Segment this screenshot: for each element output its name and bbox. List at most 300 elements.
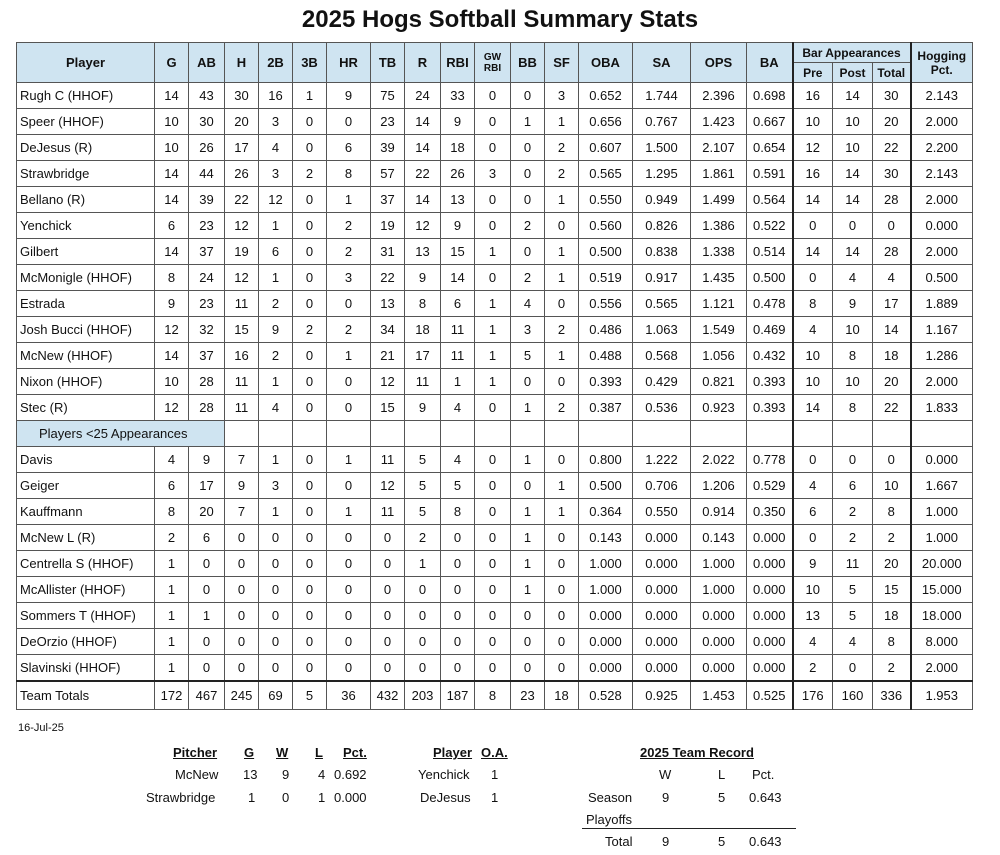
cell-bar-total: 2: [873, 655, 911, 682]
cell-player-name: Speer (HHOF): [17, 109, 155, 135]
cell-g: 12: [155, 317, 189, 343]
table-row: [17, 135, 973, 161]
cell-bar-pre: 0: [793, 265, 833, 291]
cell-gwrbi: 0: [475, 525, 511, 551]
cell-bb: 2: [511, 213, 545, 239]
cell-rbi: 8: [441, 499, 475, 525]
cell-rbi: 9: [441, 109, 475, 135]
pitcher-pct: 0.692: [334, 767, 367, 782]
cell-sa: 0.550: [633, 499, 691, 525]
pitcher-l-header: L: [315, 745, 323, 760]
cell-sa: 0.000: [633, 525, 691, 551]
cell-bar-pre: 14: [793, 395, 833, 421]
cell-h: 0: [225, 629, 259, 655]
cell-hogging-pct: 1.286: [911, 343, 973, 369]
cell-sf: 0: [545, 447, 579, 473]
cell-g: 14: [155, 187, 189, 213]
cell-bar-total: 17: [873, 291, 911, 317]
cell-bar-post: 10: [833, 369, 873, 395]
cell-gwrbi: 0: [475, 629, 511, 655]
cell-h: 12: [225, 265, 259, 291]
cell-sf: 0: [545, 213, 579, 239]
cell-rbi: 5: [441, 473, 475, 499]
cell-hr: 0: [327, 369, 371, 395]
cell-bar-total: 18: [873, 343, 911, 369]
pitcher-l: 4: [318, 767, 326, 782]
cell-sa: 0.706: [633, 473, 691, 499]
cell-g: 14: [155, 83, 189, 109]
cell-player-name: Kauffmann: [17, 499, 155, 525]
cell-ops: 1.549: [691, 317, 747, 343]
cell-bb: 1: [511, 447, 545, 473]
record-total-pct: 0.643: [749, 834, 782, 849]
cell-hogging-pct: 2.000: [911, 187, 973, 213]
cell-ab: 32: [189, 317, 225, 343]
cell-hr: 36: [327, 681, 371, 710]
cell-ab: 23: [189, 291, 225, 317]
cell-ops: 2.107: [691, 135, 747, 161]
cell-ab: 0: [189, 629, 225, 655]
cell-tb: 12: [371, 369, 405, 395]
record-season-pct: 0.643: [749, 790, 782, 805]
cell-hr: 1: [327, 499, 371, 525]
cell-rbi: 0: [441, 577, 475, 603]
player-rows: [17, 83, 973, 421]
cell-hr: 0: [327, 655, 371, 682]
cell-2b: 4: [259, 135, 293, 161]
cell-bar-pre: 10: [793, 369, 833, 395]
cell-oba: 0.656: [579, 109, 633, 135]
cell-3b: 0: [293, 135, 327, 161]
cell-player-name: Sommers T (HHOF): [17, 603, 155, 629]
cell-bar-pre: 10: [793, 577, 833, 603]
cell-oba: 0.565: [579, 161, 633, 187]
cell-2b: 12: [259, 187, 293, 213]
cell-ba: 0.350: [747, 499, 793, 525]
cell-tb: 39: [371, 135, 405, 161]
col-g: G: [155, 43, 189, 83]
cell-player-name: McAllister (HHOF): [17, 577, 155, 603]
cell-r: 5: [405, 447, 441, 473]
cell-ops: 1.499: [691, 187, 747, 213]
cell-tb: 34: [371, 317, 405, 343]
cell-bar-pre: 4: [793, 473, 833, 499]
cell-sf: 0: [545, 291, 579, 317]
cell-r: 0: [405, 629, 441, 655]
cell-bb: 0: [511, 473, 545, 499]
col-total: Total: [873, 63, 911, 83]
cell-2b: 2: [259, 291, 293, 317]
table-row: [17, 187, 973, 213]
oa-value: 1: [491, 767, 499, 782]
record-w-header: W: [659, 767, 672, 782]
cell-ba: 0.469: [747, 317, 793, 343]
cell-3b: 0: [293, 603, 327, 629]
cell-bar-total: 20: [873, 109, 911, 135]
cell-player-name: Estrada: [17, 291, 155, 317]
cell-r: 5: [405, 499, 441, 525]
col-sa: SA: [633, 43, 691, 83]
cell-sf: 0: [545, 577, 579, 603]
cell-tb: 0: [371, 577, 405, 603]
cell-bb: 1: [511, 525, 545, 551]
cell-g: 1: [155, 603, 189, 629]
cell-oba: 0.000: [579, 655, 633, 682]
cell-r: 13: [405, 239, 441, 265]
cell-h: 7: [225, 447, 259, 473]
cell-ba: 0.393: [747, 395, 793, 421]
col-2b: 2B: [259, 43, 293, 83]
cell-hr: 6: [327, 135, 371, 161]
oa-player: Yenchick: [418, 767, 470, 782]
cell-gwrbi: 1: [475, 239, 511, 265]
cell-gwrbi: 0: [475, 213, 511, 239]
cell-ab: 37: [189, 343, 225, 369]
cell-ba: 0.000: [747, 577, 793, 603]
col-oba: OBA: [579, 43, 633, 83]
col-player: Player: [17, 43, 155, 83]
cell-oba: 0.500: [579, 239, 633, 265]
cell-bar-total: 10: [873, 473, 911, 499]
cell-sf: 1: [545, 343, 579, 369]
cell-bar-total: 2: [873, 525, 911, 551]
cell-g: 6: [155, 213, 189, 239]
cell-bar-post: 14: [833, 187, 873, 213]
cell-gwrbi: 0: [475, 187, 511, 213]
cell-tb: 19: [371, 213, 405, 239]
cell-bar-pre: 8: [793, 291, 833, 317]
cell-ab: 44: [189, 161, 225, 187]
cell-rbi: 1: [441, 369, 475, 395]
cell-oba: 0.393: [579, 369, 633, 395]
cell-hogging-pct: 1.000: [911, 499, 973, 525]
cell-oba: 0.000: [579, 629, 633, 655]
cell-ba: 0.525: [747, 681, 793, 710]
cell-bar-pre: 10: [793, 343, 833, 369]
cell-rbi: 187: [441, 681, 475, 710]
cell-bar-total: 20: [873, 551, 911, 577]
cell-gwrbi: 1: [475, 291, 511, 317]
cell-2b: 4: [259, 395, 293, 421]
cell-hogging-pct: 2.000: [911, 109, 973, 135]
pitcher-g: 13: [243, 767, 258, 782]
cell-bar-total: 4: [873, 265, 911, 291]
cell-sa: 0.000: [633, 603, 691, 629]
record-total-w: 9: [662, 834, 670, 849]
cell-sf: 0: [545, 525, 579, 551]
cell-2b: 9: [259, 317, 293, 343]
cell-g: 9: [155, 291, 189, 317]
cell-ops: 1.000: [691, 551, 747, 577]
cell-r: 0: [405, 577, 441, 603]
cell-2b: 3: [259, 473, 293, 499]
cell-hogging-pct: 2.000: [911, 239, 973, 265]
cell-r: 2: [405, 525, 441, 551]
cell-2b: 0: [259, 525, 293, 551]
cell-g: 1: [155, 577, 189, 603]
cell-bar-total: 28: [873, 187, 911, 213]
cell-rbi: 26: [441, 161, 475, 187]
cell-sa: 1.744: [633, 83, 691, 109]
cell-ba: 0.778: [747, 447, 793, 473]
cell-player-name: Geiger: [17, 473, 155, 499]
cell-sf: 3: [545, 83, 579, 109]
col-gwrbi-line2: RBI: [483, 62, 502, 74]
cell-ab: 6: [189, 525, 225, 551]
col-post: Post: [833, 63, 873, 83]
cell-3b: 0: [293, 239, 327, 265]
stats-header: [17, 43, 973, 83]
cell-ab: 39: [189, 187, 225, 213]
cell-r: 5: [405, 473, 441, 499]
cell-h: 30: [225, 83, 259, 109]
cell-3b: 0: [293, 499, 327, 525]
cell-tb: 11: [371, 447, 405, 473]
cell-bar-total: 14: [873, 317, 911, 343]
cell-hogging-pct: 1.953: [911, 681, 973, 710]
cell-r: 14: [405, 187, 441, 213]
cell-tb: 432: [371, 681, 405, 710]
oa-player-header: Player: [433, 745, 473, 760]
cell-tb: 22: [371, 265, 405, 291]
cell-bar-post: 4: [833, 629, 873, 655]
cell-h: 0: [225, 525, 259, 551]
table-row: [17, 343, 973, 369]
cell-r: 8: [405, 291, 441, 317]
cell-bb: 0: [511, 187, 545, 213]
col-ab: AB: [189, 43, 225, 83]
cell-sa: 0.000: [633, 551, 691, 577]
cell-tb: 75: [371, 83, 405, 109]
pitcher-w: 0: [282, 790, 290, 805]
cell-tb: 0: [371, 603, 405, 629]
cell-ops: 0.914: [691, 499, 747, 525]
cell-h: 22: [225, 187, 259, 213]
cell-2b: 1: [259, 369, 293, 395]
cell-bar-pre: 0: [793, 213, 833, 239]
cell-bar-pre: 0: [793, 447, 833, 473]
cell-hr: 2: [327, 317, 371, 343]
pitcher-w: 9: [282, 767, 290, 782]
cell-rbi: 13: [441, 187, 475, 213]
cell-bb: 0: [511, 83, 545, 109]
cell-2b: 1: [259, 499, 293, 525]
cell-hr: 0: [327, 525, 371, 551]
cell-oba: 0.364: [579, 499, 633, 525]
cell-oba: 0.800: [579, 447, 633, 473]
cell-oba: 0.519: [579, 265, 633, 291]
cell-hogging-pct: 1.667: [911, 473, 973, 499]
cell-r: 17: [405, 343, 441, 369]
report-date: 16-Jul-25: [18, 722, 64, 734]
cell-r: 11: [405, 369, 441, 395]
cell-tb: 13: [371, 291, 405, 317]
cell-ab: 28: [189, 395, 225, 421]
cell-ab: 26: [189, 135, 225, 161]
record-divider: [582, 828, 796, 829]
cell-3b: 0: [293, 577, 327, 603]
cell-player-name: Centrella S (HHOF): [17, 551, 155, 577]
cell-bar-pre: 2: [793, 655, 833, 682]
cell-3b: 0: [293, 187, 327, 213]
record-l-header: L: [718, 767, 726, 782]
cell-ops: 0.000: [691, 603, 747, 629]
cell-sf: 1: [545, 499, 579, 525]
cell-gwrbi: 0: [475, 265, 511, 291]
cell-tb: 23: [371, 109, 405, 135]
col-r: R: [405, 43, 441, 83]
cell-sa: 0.565: [633, 291, 691, 317]
cell-bb: 5: [511, 343, 545, 369]
totals-row: [17, 681, 973, 710]
cell-3b: 5: [293, 681, 327, 710]
cell-h: 26: [225, 161, 259, 187]
cell-sa: 0.000: [633, 629, 691, 655]
cell-g: 14: [155, 239, 189, 265]
cell-3b: 0: [293, 213, 327, 239]
pitcher-pct: 0.000: [334, 790, 367, 805]
cell-ops: 1.423: [691, 109, 747, 135]
cell-r: 9: [405, 395, 441, 421]
cell-sf: 2: [545, 135, 579, 161]
cell-h: 0: [225, 577, 259, 603]
cell-oba: 0.607: [579, 135, 633, 161]
col-pre: Pre: [793, 63, 833, 83]
cell-player-name: DeOrzio (HHOF): [17, 629, 155, 655]
cell-hr: 0: [327, 629, 371, 655]
cell-bb: 3: [511, 317, 545, 343]
cell-ba: 0.698: [747, 83, 793, 109]
cell-player-name: Yenchick: [17, 213, 155, 239]
cell-r: 14: [405, 109, 441, 135]
cell-ab: 0: [189, 551, 225, 577]
col-bar-appearances: Bar Appearances: [793, 43, 911, 63]
cell-g: 14: [155, 343, 189, 369]
cell-ba: 0.500: [747, 265, 793, 291]
cell-hr: 3: [327, 265, 371, 291]
cell-bar-post: 8: [833, 343, 873, 369]
cell-rbi: 0: [441, 551, 475, 577]
cell-sa: 1.295: [633, 161, 691, 187]
cell-player-name: Stec (R): [17, 395, 155, 421]
cell-oba: 1.000: [579, 577, 633, 603]
cell-hr: 1: [327, 447, 371, 473]
cell-3b: 0: [293, 265, 327, 291]
cell-player-name: Gilbert: [17, 239, 155, 265]
cell-r: 12: [405, 213, 441, 239]
cell-gwrbi: 1: [475, 317, 511, 343]
cell-gwrbi: 0: [475, 655, 511, 682]
cell-gwrbi: 0: [475, 83, 511, 109]
cell-g: 1: [155, 655, 189, 682]
cell-bb: 0: [511, 629, 545, 655]
cell-sa: 0.925: [633, 681, 691, 710]
cell-g: 6: [155, 473, 189, 499]
cell-ab: 23: [189, 213, 225, 239]
cell-gwrbi: 3: [475, 161, 511, 187]
cell-bar-pre: 16: [793, 83, 833, 109]
cell-rbi: 4: [441, 447, 475, 473]
cell-player-name: McNew (HHOF): [17, 343, 155, 369]
cell-bar-total: 30: [873, 161, 911, 187]
cell-r: 9: [405, 265, 441, 291]
cell-bar-post: 5: [833, 603, 873, 629]
col-ops: OPS: [691, 43, 747, 83]
cell-r: 14: [405, 135, 441, 161]
cell-ba: 0.564: [747, 187, 793, 213]
cell-r: 203: [405, 681, 441, 710]
cell-3b: 0: [293, 395, 327, 421]
cell-hogging-pct: 20.000: [911, 551, 973, 577]
table-row: [17, 265, 973, 291]
cell-bar-post: 2: [833, 499, 873, 525]
cell-bar-total: 30: [873, 83, 911, 109]
pitcher-pct-header: Pct.: [343, 745, 367, 760]
cell-bar-total: 15: [873, 577, 911, 603]
cell-r: 18: [405, 317, 441, 343]
cell-ba: 0.529: [747, 473, 793, 499]
cell-bar-post: 2: [833, 525, 873, 551]
cell-g: 10: [155, 135, 189, 161]
cell-bb: 0: [511, 655, 545, 682]
cell-oba: 0.550: [579, 187, 633, 213]
cell-ops: 0.923: [691, 395, 747, 421]
cell-ba: 0.000: [747, 551, 793, 577]
cell-player-name: Strawbridge: [17, 161, 155, 187]
cell-tb: 11: [371, 499, 405, 525]
cell-sf: 0: [545, 369, 579, 395]
cell-bb: 23: [511, 681, 545, 710]
cell-3b: 0: [293, 473, 327, 499]
cell-sa: 0.000: [633, 577, 691, 603]
cell-h: 12: [225, 213, 259, 239]
cell-player-name: Rugh C (HHOF): [17, 83, 155, 109]
cell-sf: 0: [545, 655, 579, 682]
col-hr: HR: [327, 43, 371, 83]
cell-sa: 0.917: [633, 265, 691, 291]
cell-ab: 28: [189, 369, 225, 395]
cell-gwrbi: 0: [475, 577, 511, 603]
cell-sa: 0.949: [633, 187, 691, 213]
cell-h: 17: [225, 135, 259, 161]
cell-h: 19: [225, 239, 259, 265]
cell-hr: 0: [327, 603, 371, 629]
cell-player-name: Josh Bucci (HHOF): [17, 317, 155, 343]
cell-bar-total: 8: [873, 499, 911, 525]
cell-bar-pre: 0: [793, 525, 833, 551]
cell-bar-post: 10: [833, 109, 873, 135]
cell-sa: 1.222: [633, 447, 691, 473]
cell-ops: 0.143: [691, 525, 747, 551]
table-row: [17, 551, 973, 577]
cell-3b: 0: [293, 291, 327, 317]
stats-table: [16, 42, 973, 710]
cell-h: 11: [225, 291, 259, 317]
cell-gwrbi: 1: [475, 369, 511, 395]
cell-ba: 0.000: [747, 525, 793, 551]
col-gwrbi-line1: GW: [483, 51, 502, 63]
small-player-rows: [17, 447, 973, 682]
cell-hogging-pct: 18.000: [911, 603, 973, 629]
cell-bb: 1: [511, 109, 545, 135]
cell-gwrbi: 0: [475, 499, 511, 525]
cell-hogging-pct: 1.889: [911, 291, 973, 317]
cell-sa: 1.500: [633, 135, 691, 161]
cell-2b: 0: [259, 629, 293, 655]
cell-r: 24: [405, 83, 441, 109]
cell-ops: 1.453: [691, 681, 747, 710]
oa-player: DeJesus: [420, 790, 471, 805]
